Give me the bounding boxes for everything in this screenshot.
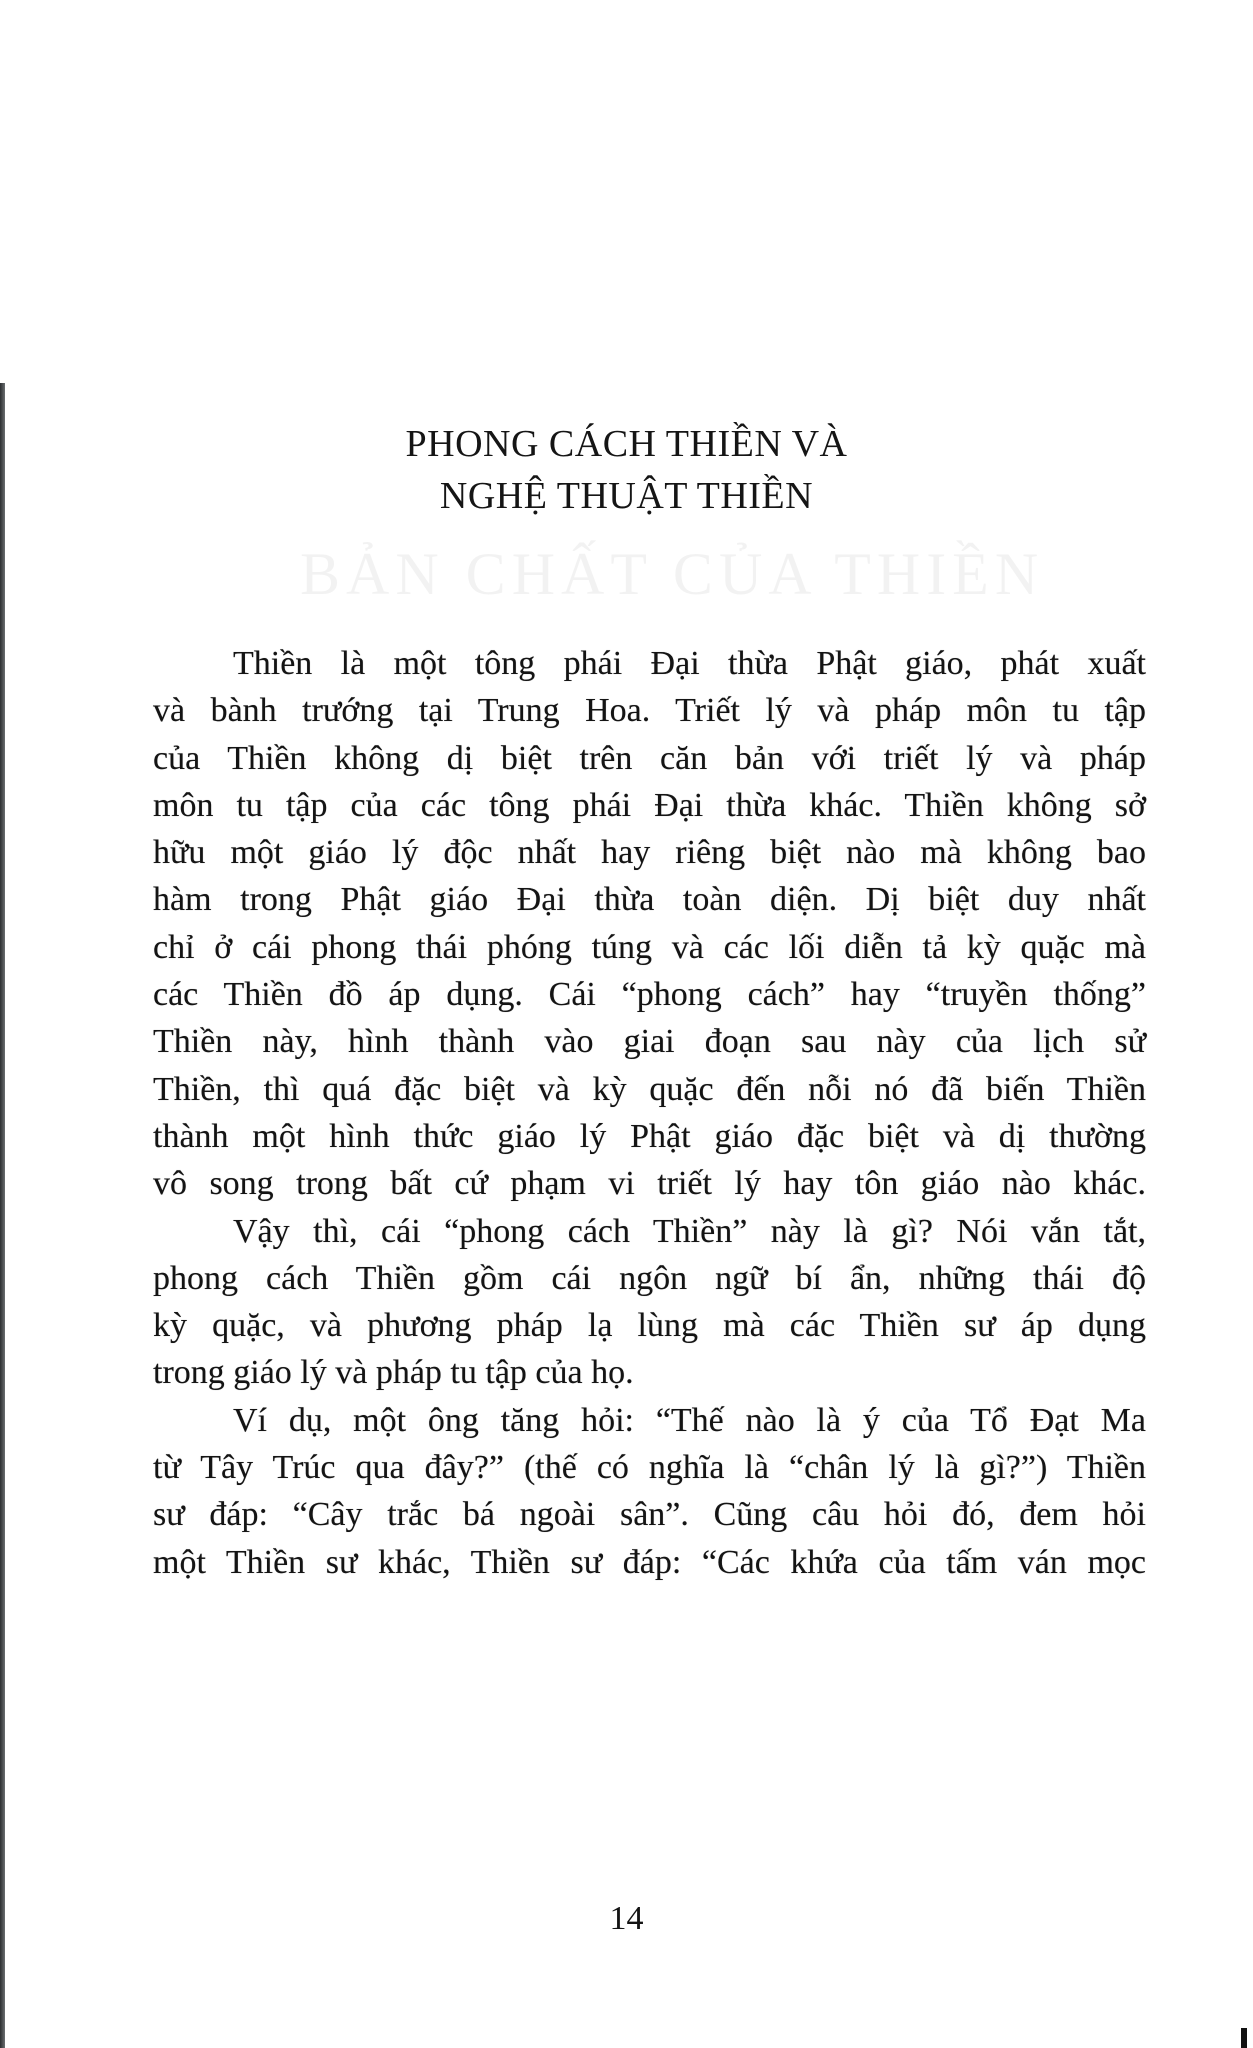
text-line: thành một hình thức giáo lý Phật giáo đặc biệt và dị thường [153, 1117, 1146, 1155]
text-line: một Thiền sư khác, Thiền sư đáp: “Các khứa của tấm ván mọc [153, 1543, 1146, 1581]
text-line: Thiền này, hình thành vào giai đoạn sau này của lịch sử [153, 1023, 1146, 1061]
text-line: môn tu tập của các tông phái Đại thừa khác. Thiền không sở [153, 786, 1146, 824]
text-line: Thiền, thì quá đặc biệt và kỳ quặc đến nỗi nó đã biến Thiền [153, 1070, 1146, 1108]
text-line: Vậy thì, cái “phong cách Thiền” này là gì? Nói vắn tắt, [233, 1212, 1146, 1250]
page-edge-shadow [0, 383, 5, 2048]
text-line: kỳ quặc, và phương pháp lạ lùng mà các Thiền sư áp dụng [153, 1307, 1146, 1345]
paragraph-3 [153, 1397, 1146, 1586]
text-line: từ Tây Trúc qua đây?” (thế có nghĩa là “chân lý là gì?”) Thiền [153, 1449, 1146, 1487]
text-line: chỉ ở cái phong thái phóng túng và các lối diễn tả kỳ quặc mà [153, 928, 1146, 966]
page-number: 14 [609, 1900, 644, 1937]
bleed-through-text: BẢN CHẤT CỦA THIỀN [300, 541, 1045, 607]
text-line: trong giáo lý và pháp tu tập của họ. [153, 1354, 634, 1392]
page-corner-shadow [1241, 2028, 1247, 2048]
text-line: vô song trong bất cứ phạm vi triết lý hay tôn giáo nào khác. [153, 1165, 1146, 1203]
text-line: Ví dụ, một ông tăng hỏi: “Thế nào là ý của Tổ Đạt Ma [233, 1401, 1146, 1439]
text-line: hàm trong Phật giáo Đại thừa toàn diện. Dị biệt duy nhất [153, 881, 1146, 919]
body-text [153, 640, 1146, 1586]
text-line: Thiền là một tông phái Đại thừa Phật giáo, phát xuất [233, 645, 1146, 682]
chapter-title-line-2: NGHỆ THUẬT THIỀN [439, 475, 814, 517]
paragraph-1 [153, 640, 1146, 1208]
text-line: phong cách Thiền gồm cái ngôn ngữ bí ẩn, những thái độ [153, 1259, 1146, 1297]
text-line: hữu một giáo lý độc nhất hay riêng biệt nào mà không bao [153, 834, 1146, 872]
text-line: và bành trướng tại Trung Hoa. Triết lý và pháp môn tu tập [153, 692, 1146, 730]
text-line: các Thiền đồ áp dụng. Cái “phong cách” hay “truyền thống” [153, 976, 1146, 1014]
chapter-title [0, 418, 1253, 522]
paragraph-2 [153, 1208, 1146, 1397]
text-line: sư đáp: “Cây trắc bá ngoài sân”. Cũng câu hỏi đó, đem hỏi [153, 1496, 1146, 1534]
chapter-title-line-1: PHONG CÁCH THIỀN VÀ [405, 423, 848, 465]
text-line: của Thiền không dị biệt trên căn bản với triết lý và pháp [153, 739, 1146, 777]
